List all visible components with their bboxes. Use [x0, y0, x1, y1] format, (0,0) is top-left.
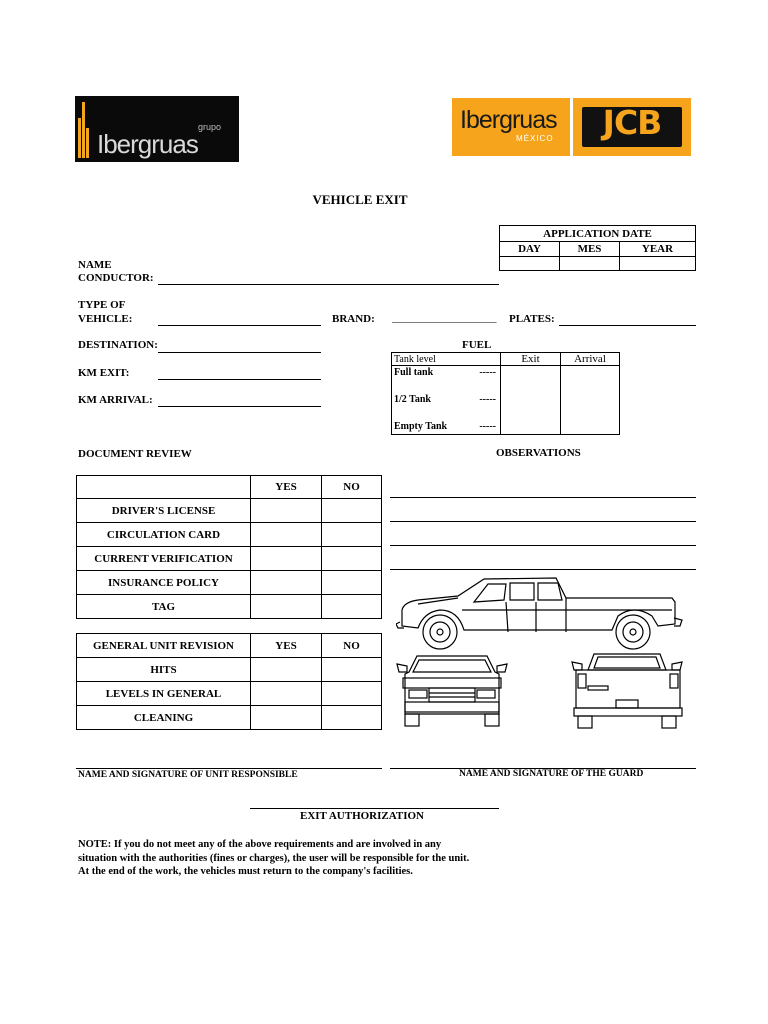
doc-yes-cell[interactable]	[251, 499, 322, 523]
doc-no-cell[interactable]	[322, 595, 382, 619]
unit-responsible-label: NAME AND SIGNATURE OF UNIT RESPONSIBLE	[78, 770, 298, 780]
general-revision-title: GENERAL UNIT REVISION	[77, 634, 251, 658]
truck-rear-view-icon	[570, 652, 685, 730]
grupo-ibergruas-logo	[75, 96, 239, 162]
note	[78, 838, 469, 879]
gen-yes-cell[interactable]	[251, 658, 322, 682]
doc-yes-cell[interactable]	[251, 547, 322, 571]
fuel-title: FUEL	[462, 339, 492, 351]
unit-responsible-signature-line[interactable]	[76, 768, 382, 769]
doc-no-header: NO	[322, 476, 382, 499]
fuel-col-exit: Exit	[501, 353, 561, 366]
vehicle-type-field[interactable]	[158, 325, 321, 326]
gen-yes-header: YES	[251, 634, 322, 658]
logo-bars-icon	[78, 102, 90, 158]
km-arrival-field[interactable]	[158, 406, 321, 407]
gen-item-cleaning: CLEANING	[77, 706, 251, 730]
doc-item-circulation-card: CIRCULATION CARD	[77, 523, 251, 547]
gen-no-header: NO	[322, 634, 382, 658]
destination-label: DESTINATION:	[78, 339, 158, 351]
km-arrival-label: KM ARRIVAL:	[78, 394, 153, 406]
vehicle-label: VEHICLE:	[78, 313, 133, 325]
doc-yes-cell[interactable]	[251, 595, 322, 619]
type-of-label: TYPE OF	[78, 299, 126, 311]
fuel-empty-label: Empty Tank	[394, 421, 448, 432]
date-mes-cell[interactable]	[560, 257, 620, 271]
jcb-logo	[573, 98, 691, 156]
fuel-empty-dash: -----	[479, 421, 496, 432]
observation-line[interactable]	[390, 569, 696, 570]
km-exit-field[interactable]	[158, 379, 321, 380]
document-review-table	[76, 475, 382, 619]
date-year-cell[interactable]	[620, 257, 696, 271]
gen-yes-cell[interactable]	[251, 682, 322, 706]
gen-no-cell[interactable]	[322, 682, 382, 706]
fuel-full-label: Full tank	[394, 367, 434, 378]
doc-item-insurance-policy: INSURANCE POLICY	[77, 571, 251, 595]
observation-line[interactable]	[390, 497, 696, 498]
doc-no-cell[interactable]	[322, 499, 382, 523]
application-date-table	[499, 225, 696, 271]
doc-no-cell[interactable]	[322, 523, 382, 547]
truck-front-view-icon	[395, 652, 510, 730]
brand-label: BRAND:	[332, 313, 375, 325]
doc-no-cell[interactable]	[322, 547, 382, 571]
gen-item-hits: HITS	[77, 658, 251, 682]
fuel-table	[391, 352, 620, 435]
fuel-half-label: 1/2 Tank	[394, 394, 431, 405]
application-date-header: APPLICATION DATE	[500, 226, 696, 242]
general-revision-table	[76, 633, 382, 730]
doc-item-current-verification: CURRENT VERIFICATION	[77, 547, 251, 571]
observation-line[interactable]	[390, 521, 696, 522]
logo-mexico-text: MÉXICO	[516, 134, 554, 143]
guard-label: NAME AND SIGNATURE OF THE GUARD	[459, 769, 644, 779]
doc-item-drivers-license: DRIVER'S LICENSE	[77, 499, 251, 523]
observation-line[interactable]	[390, 545, 696, 546]
note-line-2: situation with the authorities (fines or charges), the user will be responsible for the unit.	[78, 852, 470, 864]
name-label: NAME	[78, 259, 112, 271]
brand-field[interactable]: ___________________	[392, 312, 497, 324]
plates-label: PLATES:	[509, 313, 555, 325]
conductor-label: CONDUCTOR:	[78, 272, 154, 284]
doc-item-tag: TAG	[77, 595, 251, 619]
logo-ibergruas-text: Ibergruas	[97, 129, 198, 159]
doc-no-cell[interactable]	[322, 571, 382, 595]
gen-no-cell[interactable]	[322, 706, 382, 730]
destination-field[interactable]	[158, 352, 321, 353]
date-col-day: DAY	[500, 242, 560, 257]
km-exit-label: KM EXIT:	[78, 367, 130, 379]
date-col-year: YEAR	[620, 242, 696, 257]
doc-yes-cell[interactable]	[251, 523, 322, 547]
fuel-exit-cell[interactable]	[501, 366, 561, 435]
conductor-name-field[interactable]	[158, 284, 499, 285]
plates-field[interactable]	[559, 325, 696, 326]
date-day-cell[interactable]	[500, 257, 560, 271]
truck-side-view-icon	[396, 574, 686, 652]
doc-yes-cell[interactable]	[251, 571, 322, 595]
note-line-3: At the end of the work, the vehicles must return to the company's facilities.	[78, 866, 413, 877]
observations-title: OBSERVATIONS	[496, 447, 581, 459]
fuel-col-tank-level: Tank level	[392, 353, 501, 366]
doc-yes-header: YES	[251, 476, 322, 499]
ibergruas-mexico-logo	[452, 98, 570, 156]
fuel-levels-cell	[392, 366, 501, 435]
gen-item-levels: LEVELS IN GENERAL	[77, 682, 251, 706]
fuel-arrival-cell[interactable]	[561, 366, 620, 435]
logo-grupo-text: grupo	[198, 122, 222, 132]
page-title: VEHICLE EXIT	[312, 192, 408, 207]
fuel-full-dash: -----	[479, 367, 496, 378]
fuel-half-dash: -----	[479, 394, 496, 405]
jcb-logo-text: JCB	[602, 103, 662, 142]
gen-yes-cell[interactable]	[251, 706, 322, 730]
note-line-1: NOTE: If you do not meet any of the above requirements and are involved in any	[78, 839, 442, 850]
exit-authorization-label: EXIT AUTHORIZATION	[300, 810, 424, 822]
exit-authorization-signature-line[interactable]	[250, 808, 499, 809]
gen-no-cell[interactable]	[322, 658, 382, 682]
fuel-col-arrival: Arrival	[561, 353, 620, 366]
date-col-mes: MES	[560, 242, 620, 257]
logo-ibergruas-mexico-name: Ibergruas	[460, 106, 557, 134]
document-review-title: DOCUMENT REVIEW	[78, 448, 192, 460]
